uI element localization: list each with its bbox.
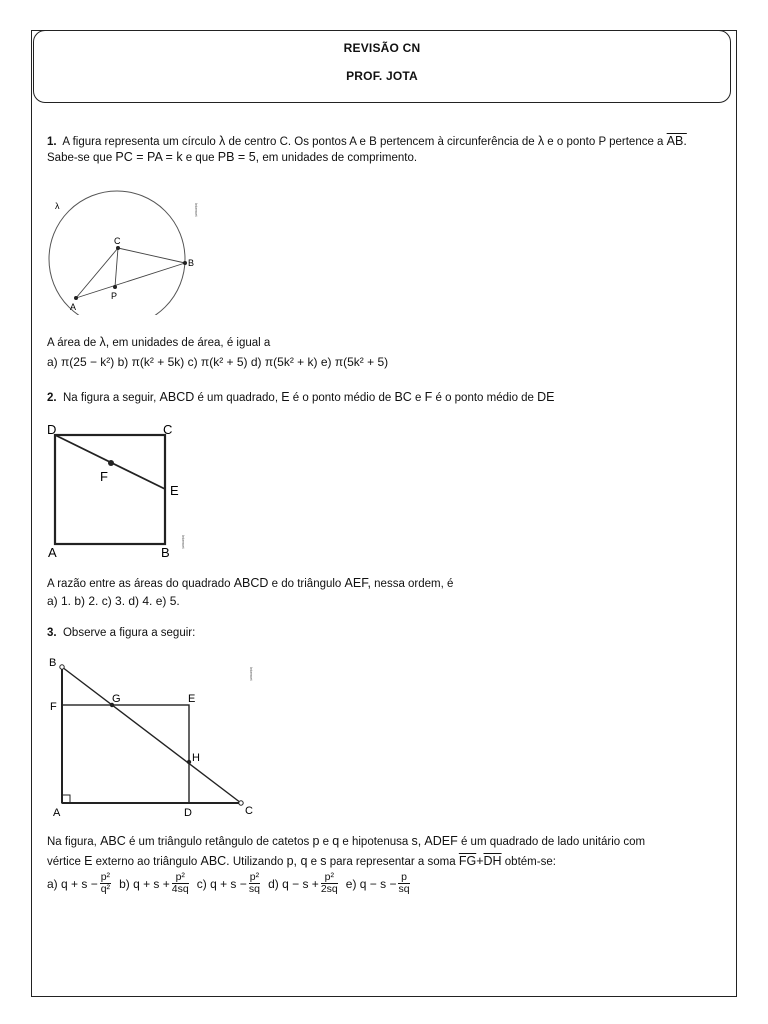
q3-line2-m1: E xyxy=(84,854,93,868)
q1-segment-ab: AB. xyxy=(666,134,687,148)
q1-line2-c: em unidades de comprimento. xyxy=(262,152,418,164)
fig1-label-b: B xyxy=(188,258,195,268)
q3-option-e-den: sq xyxy=(398,883,410,895)
q3-line2-f: obtém-se: xyxy=(504,856,556,868)
q3-line1-m2: p xyxy=(312,834,320,848)
q3-option-d-den: 2sq xyxy=(320,883,338,895)
q3-option-c xyxy=(197,872,262,895)
square-abcd xyxy=(55,435,165,544)
fig1-label-c: C xyxy=(114,236,121,246)
q2-prompt xyxy=(47,576,453,591)
q3-option-c-fraction xyxy=(249,872,260,895)
q3-line1-d: e hipotenusa xyxy=(342,836,409,848)
q1-options: a) π(25 − k²) b) π(k² + 5k) c) π(k² + 5) d) π(5k² + k) e) π(5k² + 5) xyxy=(47,355,389,369)
q2-line-b: é um quadrado, xyxy=(197,392,279,404)
q2-options: a) 1. b) 2. c) 3. d) 4. e) 5. xyxy=(47,594,180,608)
q3-option-d-expr: q − s + xyxy=(282,876,319,891)
q3-line2 xyxy=(47,854,556,869)
q3-option-a-expr: q + s − xyxy=(61,876,98,891)
q3-option-b-expr: q + s + xyxy=(133,876,170,891)
fig3-label-f: F xyxy=(50,701,57,713)
header-title: REVISÃO CN xyxy=(343,41,421,55)
fig2-label-b: B xyxy=(161,545,170,560)
q2-line-e: é o ponto médio de xyxy=(435,392,534,404)
q3-line1 xyxy=(47,834,645,849)
fig3-label-b: B xyxy=(49,657,57,669)
q1-line1 xyxy=(47,134,687,149)
q3-line2-m3: p, q xyxy=(286,854,308,868)
q2-line-a: Na figura a seguir, xyxy=(62,392,157,404)
q2-m5: DE xyxy=(537,390,555,404)
fig1-label-lambda: λ xyxy=(55,201,60,211)
q2-line-c: é o ponto médio de xyxy=(292,392,392,404)
q1-lambda: λ xyxy=(218,134,226,148)
q3-option-a-letter: a) xyxy=(47,876,58,891)
q3-line2-c: Utilizando xyxy=(232,856,284,868)
q2-prompt-a: A razão entre as áreas do quadrado xyxy=(47,578,231,590)
q1-prompt-b: em unidades de área, é igual a xyxy=(112,337,271,349)
q3-option-e-num: p xyxy=(398,872,409,884)
q3-option-d-fraction xyxy=(321,872,338,895)
q3-option-b-fraction xyxy=(172,872,189,895)
q1-prompt-lambda: λ, xyxy=(99,335,110,349)
q3-option-a-den: q² xyxy=(100,883,111,895)
q3-option-d-letter: d) xyxy=(268,876,279,891)
q2-prompt-b: e do triângulo xyxy=(271,578,342,590)
q2-prompt-m2: AEF, xyxy=(344,576,371,590)
q3-figure xyxy=(45,652,265,827)
fig3-label-a: A xyxy=(53,807,61,819)
q2-m2: E xyxy=(281,390,290,404)
q2-prompt-m1: ABCD xyxy=(233,576,269,590)
fig2-label-e: E xyxy=(170,483,179,498)
q1-line2 xyxy=(47,150,417,165)
q3-intro-line xyxy=(47,626,195,640)
q1-line1-c: e o ponto P pertence a xyxy=(547,136,664,148)
fig2-label-f: F xyxy=(100,469,108,484)
q3-line2-d: e xyxy=(310,856,318,868)
q3-option-b-letter: b) xyxy=(119,876,130,891)
q2-figure xyxy=(45,418,195,565)
q3-line2-m4: s xyxy=(320,854,327,868)
fig1-label-p: P xyxy=(111,291,118,301)
q3-option-d xyxy=(268,872,340,895)
q3-option-a-num: p² xyxy=(100,871,111,883)
q3-option-d-num: p² xyxy=(321,872,338,884)
q3-line1-m4: s, xyxy=(411,834,422,848)
q1-line2-a: Sabe-se que xyxy=(47,152,113,164)
q1-line1-b: de centro C. Os pontos A e B pertencem à circunferência de xyxy=(228,136,535,148)
q3-line1-b: é um triângulo retângulo de catetos xyxy=(128,836,310,848)
fig3-label-g: G xyxy=(112,693,121,705)
q1-math-pb: PB = 5, xyxy=(217,150,260,164)
fig3-credit: Internet xyxy=(249,667,254,681)
q1-number: 1. xyxy=(47,136,57,148)
fig3-label-e: E xyxy=(188,693,196,705)
q3-line1-m1: ABC xyxy=(100,834,126,848)
q3-line2-m2: ABC. xyxy=(200,854,230,868)
q3-options xyxy=(47,872,412,895)
q3-seg-dh: $\overline{DH}$ xyxy=(483,854,502,868)
q2-statement xyxy=(47,390,555,405)
header-box xyxy=(33,30,731,103)
q3-line2-b: externo ao triângulo xyxy=(95,856,198,868)
q3-line1-m3: q xyxy=(332,834,340,848)
q3-line1-e: é um quadrado de lado unitário com xyxy=(460,836,646,848)
q1-math-pc: PC = PA = k xyxy=(115,150,183,164)
q1-prompt xyxy=(47,335,270,350)
fig1-credit: Internet xyxy=(194,203,199,217)
right-angle-mark xyxy=(62,795,70,803)
q3-line2-e: para representar a soma xyxy=(329,856,456,868)
q3-line1-a: Na figura, xyxy=(47,836,97,848)
header-subtitle: PROF. JOTA xyxy=(346,69,418,83)
fig3-label-d: D xyxy=(184,807,192,819)
q2-m1: ABCD xyxy=(159,390,195,404)
q3-option-a xyxy=(47,872,113,895)
q1-lambda-2: λ xyxy=(537,134,545,148)
q3-line1-m5: ADEF xyxy=(424,834,458,848)
q3-option-b-den: 4sq xyxy=(171,883,189,895)
q3-option-b-num: p² xyxy=(172,872,189,884)
fig2-credit: Internet xyxy=(181,535,186,549)
q3-line2-a: vértice xyxy=(47,856,81,868)
q3-option-c-letter: c) xyxy=(196,876,207,891)
fig3-label-c: C xyxy=(245,805,253,817)
q1-line2-b: e que xyxy=(185,152,215,164)
q2-number: 2. xyxy=(47,392,57,404)
q3-option-b xyxy=(119,872,191,895)
square-adef xyxy=(62,705,189,803)
q3-option-e-fraction xyxy=(398,872,409,895)
q3-option-e-expr: q − s − xyxy=(359,876,397,891)
q3-option-e-letter: e) xyxy=(345,876,357,891)
fig1-label-a: A xyxy=(70,302,77,312)
q3-line1-c: e xyxy=(322,836,330,848)
q3-number: 3. xyxy=(47,627,57,639)
fig2-label-d: D xyxy=(47,422,57,437)
q2-m4: F xyxy=(424,390,433,404)
fig2-label-c: C xyxy=(163,422,173,437)
q1-figure xyxy=(45,185,210,320)
q3-option-c-expr: q + s − xyxy=(210,876,247,891)
fig3-label-h: H xyxy=(192,752,200,764)
q2-line-d: e xyxy=(415,392,422,404)
q2-prompt-c: nessa ordem, é xyxy=(374,578,454,590)
q2-m3: BC xyxy=(394,390,412,404)
q3-plus: + xyxy=(476,854,484,868)
q1-prompt-a: A área de xyxy=(47,337,97,349)
q1-line1-a: A figura representa um círculo xyxy=(62,136,216,148)
q3-option-e xyxy=(346,872,412,895)
q3-seg-fg: $\overline{FG}$ xyxy=(458,854,477,868)
q3-option-a-fraction xyxy=(100,872,111,895)
q3-intro: Observe a figura a seguir: xyxy=(62,627,196,639)
q3-option-c-den: sq xyxy=(248,883,260,895)
fig2-label-a: A xyxy=(48,545,57,560)
q3-option-c-num: p² xyxy=(249,871,260,883)
